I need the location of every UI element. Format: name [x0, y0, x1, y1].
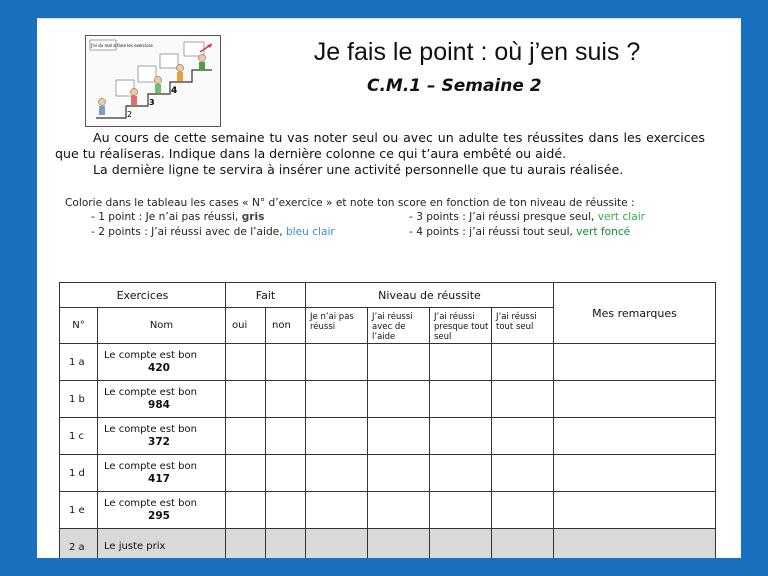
header-exercices: Exercices: [60, 283, 226, 308]
stairs-illustration: [85, 35, 221, 127]
cell-remarques[interactable]: [554, 529, 716, 559]
legend-1-color: gris: [241, 211, 265, 223]
exercise-target: 420: [148, 362, 170, 374]
legend-3-color: vert clair: [597, 211, 646, 223]
cell-oui[interactable]: [226, 455, 266, 492]
worksheet-page: [37, 18, 741, 558]
header-level-3: J’ai réussi presque tout seul: [430, 308, 492, 344]
cell-remarques[interactable]: [554, 344, 716, 381]
cell-oui[interactable]: [226, 381, 266, 418]
table-row: [60, 381, 716, 418]
cell-level-4[interactable]: [492, 529, 554, 559]
exercise-label: Le compte est bon: [104, 461, 197, 472]
cell-non[interactable]: [266, 418, 306, 455]
cell-level-3[interactable]: [430, 492, 492, 529]
exercise-target: 417: [148, 473, 170, 485]
exercise-name: [98, 455, 226, 492]
exercise-number[interactable]: 1 e: [60, 492, 98, 529]
cell-level-3[interactable]: [430, 381, 492, 418]
exercise-label: Le compte est bon: [104, 498, 197, 509]
intro-paragraph-2: La dernière ligne te servira à insérer une activité personnelle que tu aurais réalisée.: [93, 162, 624, 177]
svg-text:4: 4: [171, 86, 178, 96]
header-non: non: [266, 308, 306, 344]
cell-non[interactable]: [266, 529, 306, 559]
table-row: [60, 418, 716, 455]
header-no: N°: [60, 308, 98, 344]
exercise-label: Le compte est bon: [104, 424, 197, 435]
header-niveau: Niveau de réussite: [306, 283, 554, 308]
header-nom: Nom: [98, 308, 226, 344]
cell-oui[interactable]: [226, 344, 266, 381]
top-divider: [37, 18, 741, 19]
exercise-name: [98, 529, 226, 559]
exercise-name: [98, 344, 226, 381]
svg-text:2: 2: [127, 110, 133, 119]
page-subtitle: C.M.1 – Semaine 2: [367, 76, 542, 96]
exercise-number[interactable]: 1 c: [60, 418, 98, 455]
exercise-target: 372: [148, 436, 170, 448]
legend-3-point: [409, 210, 645, 224]
cell-level-2[interactable]: [368, 455, 430, 492]
table-row: [60, 492, 716, 529]
cell-level-2[interactable]: [368, 344, 430, 381]
cell-remarques[interactable]: [554, 455, 716, 492]
intro-paragraph-1: Au cours de cette semaine tu vas noter seul ou avec un adulte tes réussites dans les exercices que tu réaliseras. Indique dans la dernière colonne ce qui t’aura embêté ou aidé.: [55, 130, 705, 161]
points-legend: [65, 210, 711, 254]
stairs-drawing: [86, 36, 220, 126]
instructions-text: Colorie dans le tableau les cases « N° d’exercice » et note ton score en fonction de ton niveau de réussite :: [65, 197, 635, 209]
exercise-name: [98, 418, 226, 455]
cell-level-1[interactable]: [306, 344, 368, 381]
cell-non[interactable]: [266, 381, 306, 418]
legend-4-point: [409, 225, 630, 239]
cell-level-2[interactable]: [368, 492, 430, 529]
svg-text:3: 3: [149, 98, 155, 107]
cell-remarques[interactable]: [554, 418, 716, 455]
legend-1-point: [91, 210, 264, 224]
header-level-2: J’ai réussi avec de l’aide: [368, 308, 430, 344]
table-row: [60, 529, 716, 559]
cell-level-4[interactable]: [492, 455, 554, 492]
cell-level-3[interactable]: [430, 344, 492, 381]
page-title: Je fais le point : où j’en suis ?: [313, 38, 641, 66]
cell-level-2[interactable]: [368, 529, 430, 559]
legend-2-color: bleu clair: [285, 226, 335, 238]
header-remarques: Mes remarques: [554, 283, 716, 344]
exercise-name: [98, 492, 226, 529]
cell-level-1[interactable]: [306, 381, 368, 418]
legend-2-label: - 2 points : J’ai réussi avec de l’aide,: [91, 226, 286, 238]
cell-oui[interactable]: [226, 418, 266, 455]
cell-oui[interactable]: [226, 529, 266, 559]
cell-level-1[interactable]: [306, 455, 368, 492]
header-oui: oui: [226, 308, 266, 344]
legend-4-label: - 4 points : j’ai réussi tout seul,: [409, 226, 577, 238]
cell-non[interactable]: [266, 492, 306, 529]
legend-4-color: vert foncé: [576, 226, 631, 238]
header-fait: Fait: [226, 283, 306, 308]
cell-level-1[interactable]: [306, 529, 368, 559]
exercise-number[interactable]: 1 d: [60, 455, 98, 492]
exercise-name: [98, 381, 226, 418]
legend-2-point: [91, 225, 391, 239]
cell-level-1[interactable]: [306, 492, 368, 529]
cell-level-3[interactable]: [430, 529, 492, 559]
instructions: [65, 196, 711, 254]
cell-non[interactable]: [266, 344, 306, 381]
cell-oui[interactable]: [226, 492, 266, 529]
exercise-label: Le juste prix: [104, 541, 166, 552]
header-level-1: Je n’ai pas réussi: [306, 308, 368, 344]
legend-3-label: - 3 points : J’ai réussi presque seul,: [409, 211, 598, 223]
intro-text: [55, 130, 705, 178]
illus-caption: J'ai du mal à faire les exercices: [91, 43, 153, 48]
cell-level-2[interactable]: [368, 418, 430, 455]
exercise-number[interactable]: 1 b: [60, 381, 98, 418]
exercise-label: Le compte est bon: [104, 350, 197, 361]
exercise-target: 295: [148, 510, 170, 522]
cell-level-1[interactable]: [306, 418, 368, 455]
exercise-target: 984: [148, 399, 170, 411]
table-row: [60, 344, 716, 381]
exercise-label: Le compte est bon: [104, 387, 197, 398]
cell-level-3[interactable]: [430, 455, 492, 492]
exercise-number[interactable]: 2 a: [60, 529, 98, 559]
cell-level-4[interactable]: [492, 418, 554, 455]
cell-remarques[interactable]: [554, 381, 716, 418]
cell-level-3[interactable]: [430, 418, 492, 455]
header-level-4: J’ai réussi tout seul: [492, 308, 554, 344]
legend-1-label: - 1 point : Je n’ai pas réussi,: [91, 211, 242, 223]
cell-non[interactable]: [266, 455, 306, 492]
cell-level-4[interactable]: [492, 344, 554, 381]
table-row: [60, 455, 716, 492]
cell-level-4[interactable]: [492, 381, 554, 418]
cell-remarques[interactable]: [554, 492, 716, 529]
cell-level-2[interactable]: [368, 381, 430, 418]
progress-table: [59, 282, 716, 558]
exercise-number[interactable]: 1 a: [60, 344, 98, 381]
cell-level-4[interactable]: [492, 492, 554, 529]
